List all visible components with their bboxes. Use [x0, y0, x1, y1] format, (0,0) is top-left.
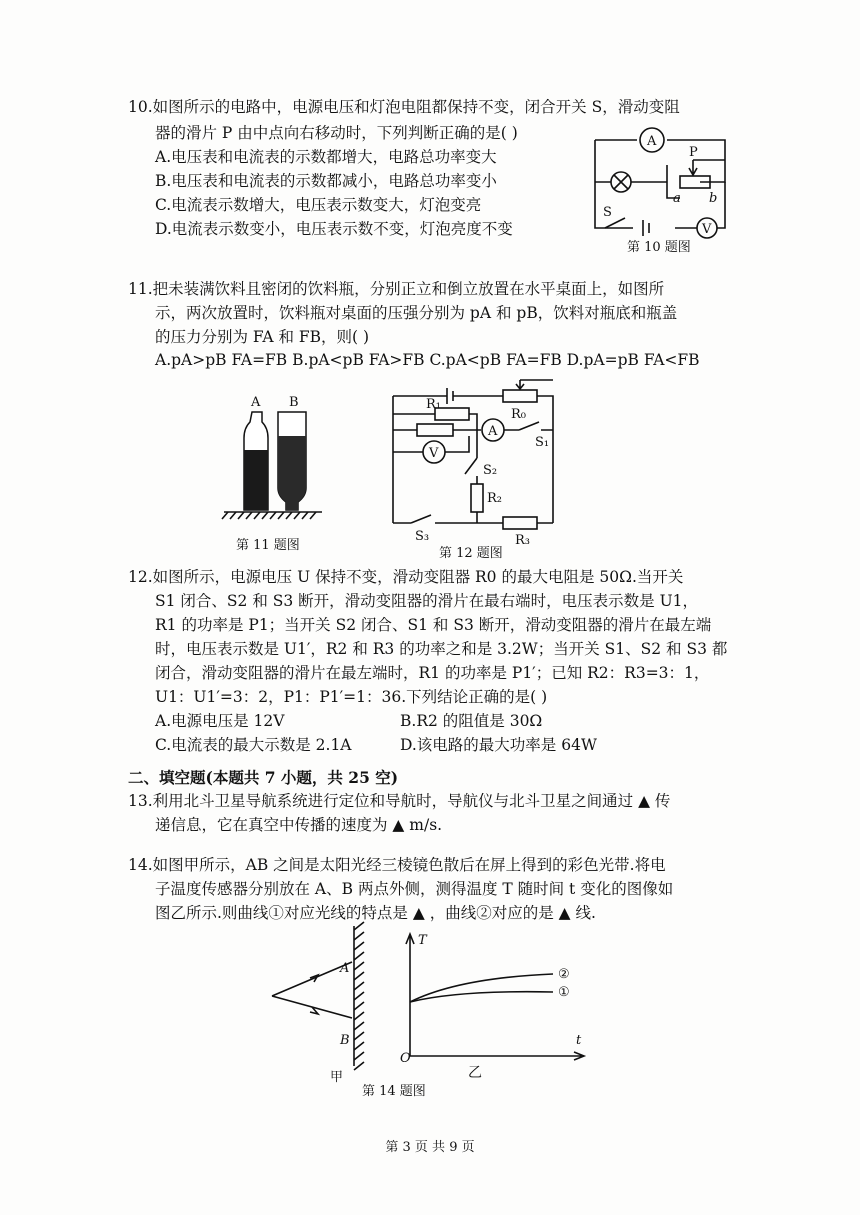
- q14-origin-label: O: [400, 1051, 411, 1066]
- q10-option-a: A.电压表和电流表的示数都增大，电路总功率变大: [155, 148, 497, 166]
- q10-stem-line-2: 器的滑片 P 由中点向右移动时，下列判断正确的是( ): [155, 124, 518, 142]
- q10-voltmeter-label: V: [702, 222, 712, 237]
- q14-axis-time-label: t: [576, 1033, 582, 1048]
- q12-s2-label: S₂: [483, 463, 498, 478]
- q14-line-2: 子温度传感器分别放在 A、B 两点外侧，测得温度 T 随时间 t 变化的图像如: [155, 880, 674, 898]
- q12-r0-icon: [503, 390, 537, 402]
- q14-curve-2-label: ②: [558, 967, 570, 982]
- q11-bottle-b-label: B: [289, 395, 299, 410]
- section-2-title: 二、填空题(本题共 7 小题，共 25 空): [128, 768, 399, 787]
- q12-figure-caption: 第 12 题图: [439, 546, 503, 561]
- q14-axis-temperature: [406, 934, 414, 1056]
- q12-s3-label: S₃: [415, 529, 430, 544]
- q12-r3-label: R₃: [515, 533, 530, 548]
- q12-stem-line-1: 12.如图所示，电源电压 U 保持不变，滑动变阻器 R0 的最大电阻是 50Ω.当开关: [128, 568, 684, 586]
- q14-point-b-label: B: [340, 1033, 350, 1048]
- q14-figure-caption: 第 14 题图: [362, 1084, 426, 1099]
- q12-stem-line-5: 闭合，滑动变阻器的滑片在最左端时，R1 的功率是 P1′；已知 R2：R3=3：1，: [155, 664, 710, 682]
- q13-line-2: 递信息，它在真空中传播的速度为 ▲ m/s.: [155, 816, 443, 834]
- q12-battery-icon: [447, 388, 453, 404]
- q10-circuit-diagram: [585, 120, 745, 250]
- q10-figure-caption: 第 10 题图: [627, 240, 691, 255]
- q12-ammeter-label: A: [488, 424, 498, 439]
- q11-bottle-a-label: A: [251, 395, 261, 410]
- q12-r2-icon: [471, 484, 483, 512]
- q10-battery-icon: [643, 220, 649, 236]
- q12-r0-label: R₀: [511, 407, 526, 422]
- q14-axis-time: [410, 1052, 584, 1060]
- q10-ammeter-label: A: [647, 134, 657, 149]
- q11-figure-caption: 第 11 题图: [236, 538, 300, 553]
- q12-option-d: D.该电路的最大功率是 64W: [400, 736, 597, 754]
- q14-label-yi: 乙: [468, 1065, 482, 1081]
- q10-switch-label: S: [603, 205, 612, 220]
- q14-figure-jia: [268, 922, 378, 1070]
- q12-r2-label: R₂: [487, 491, 502, 506]
- q12-stem-line-4: 时，电压表示数是 U1′，R2 和 R3 的功率之和是 3.2W；当开关 S1、S2 和 S3 都: [155, 640, 728, 658]
- q12-s1-label: S₁: [535, 435, 550, 450]
- q11-bottle-a-liquid: [244, 450, 268, 510]
- q14-curve-1-label: ①: [558, 985, 570, 1000]
- q12-option-c: C.电流表的最大示数是 2.1A: [155, 736, 352, 754]
- q12-option-a: A.电源电压是 12V: [155, 712, 285, 730]
- q11-stem-line-2: 示，两次放置时，饮料瓶对桌面的压强分别为 pA 和 pB，饮料对瓶底和瓶盖: [155, 304, 678, 322]
- q12-stem-line-6: U1：U1′=3：2，P1：P1′=1：36.下列结论正确的是( ): [155, 688, 548, 706]
- q14-figure-yi: [398, 930, 588, 1066]
- page-number: 第 3 页 共 9 页: [385, 1140, 475, 1155]
- q10-slider-label: P: [689, 145, 698, 160]
- q12-stem-line-2: S1 闭合、S2 和 S3 断开，滑动变阻器的滑片在最右端时，电压表示数是 U1，: [155, 592, 699, 610]
- q14-line-1: 14.如图甲所示，AB 之间是太阳光经三棱镜色散后在屏上得到的彩色光带.将电: [128, 856, 666, 874]
- q14-line-3: 图乙所示.则曲线①对应光线的特点是 ▲ ，曲线②对应的是 ▲ 线.: [155, 904, 596, 922]
- q12-stem-line-3: R1 的功率是 P1；当开关 S2 闭合、S1 和 S3 断开，滑动变阻器的滑片在最左端: [155, 616, 712, 634]
- q12-r3-icon: [503, 517, 537, 529]
- q14-label-jia: 甲: [330, 1070, 344, 1085]
- q13-line-1: 13.利用北斗卫星导航系统进行定位和导航时，导航仪与北斗卫星之间通过 ▲ 传: [128, 792, 671, 810]
- q10-option-b: B.电压表和电流表的示数都减小，电路总功率变小: [155, 172, 497, 190]
- q11-options: A.pA>pB FA=FB B.pA<pB FA>FB C.pA<pB FA=FB D.pA=pB FA<FB: [155, 351, 700, 369]
- q12-voltmeter-label: V: [429, 446, 439, 461]
- q12-circuit-diagram: [385, 378, 560, 548]
- q14-axis-t-label: T: [418, 933, 427, 948]
- q10-stem-line-1: 10.如图所示的电路中，电源电压和灯泡电阻都保持不变，闭合开关 S，滑动变阻: [128, 98, 680, 116]
- q14-point-a-label: A: [340, 961, 350, 976]
- q11-stem-line-3: 的压力分别为 FA 和 FB，则( ): [155, 328, 370, 346]
- q11-bottles-figure: [222, 392, 322, 522]
- q10-option-d: D.电流表示数变小，电压表示数不变，灯泡亮度不变: [155, 220, 513, 238]
- q10-end-b-label: b: [709, 191, 718, 206]
- q12-r1-label: R₁: [426, 397, 441, 412]
- q12-option-b: B.R2 的阻值是 30Ω: [400, 712, 543, 730]
- q10-option-c: C.电流表示数增大，电压表示数变大，灯泡变亮: [155, 196, 482, 214]
- q11-stem-line-1: 11.把未装满饮料且密闭的饮料瓶，分别正立和倒立放置在水平桌面上，如图所: [128, 280, 665, 298]
- q10-end-a-label: a: [673, 191, 681, 206]
